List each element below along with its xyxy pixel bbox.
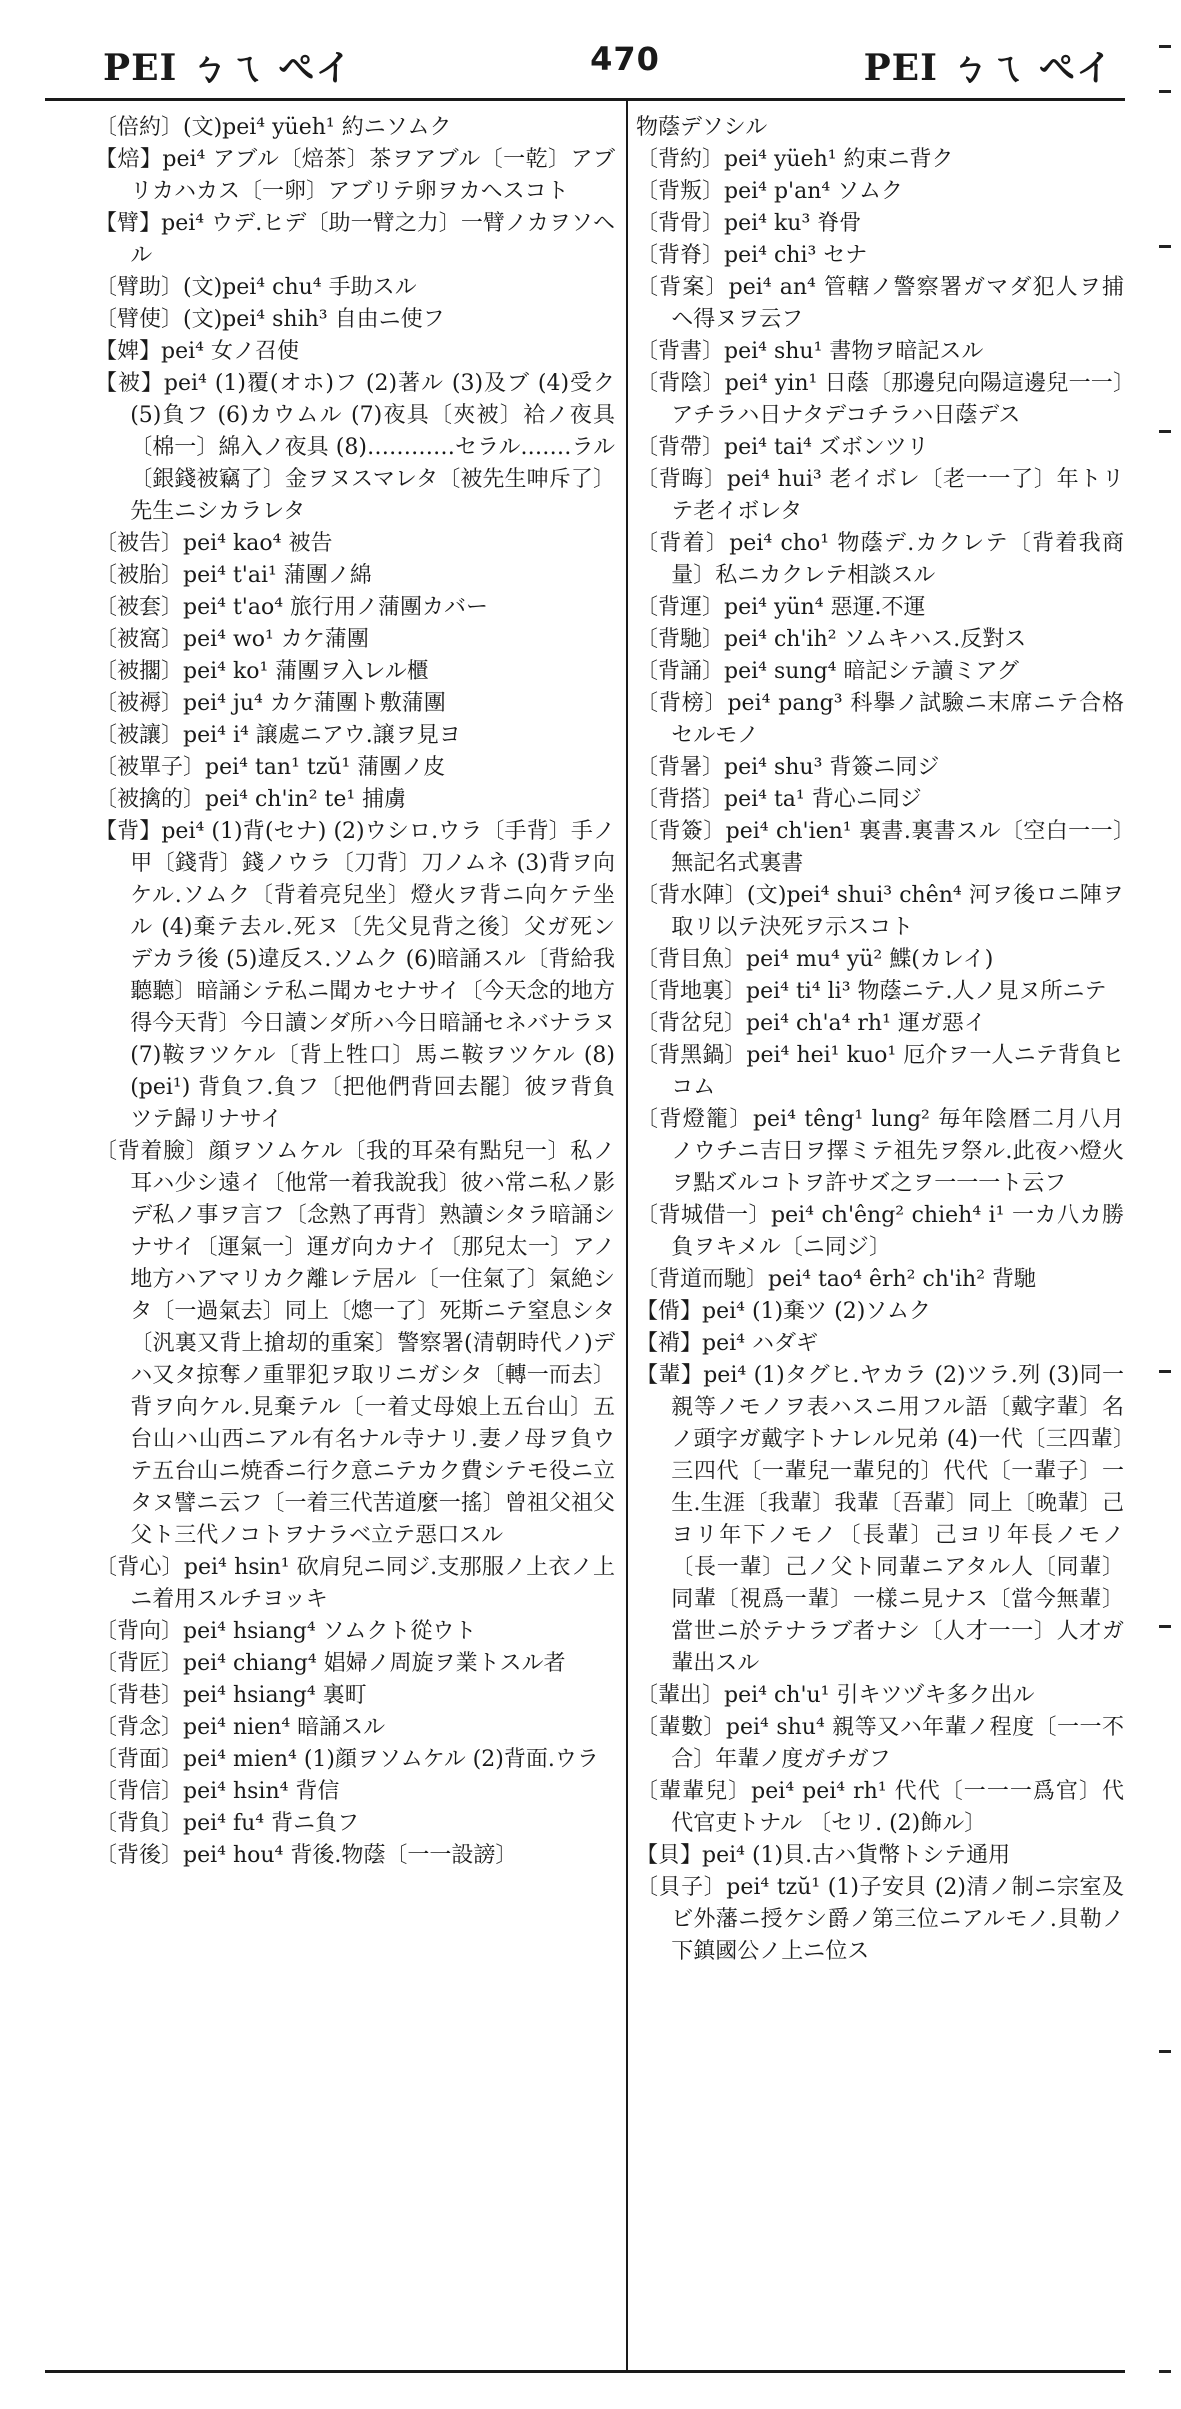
edge-dash (1159, 45, 1171, 48)
dictionary-entry: 〔背匠〕pei⁴ chiang⁴ 娼婦ノ周旋ヲ業トスル者 (95, 1651, 566, 1676)
footer-rule (45, 2370, 1125, 2373)
dictionary-entry: 【偝】pei⁴ (1)棄ツ (2)ソムク (636, 1299, 932, 1324)
dictionary-entry: 〔背信〕pei⁴ hsin⁴ 背信 (95, 1779, 340, 1804)
dictionary-entry: 〔背心〕pei⁴ hsin¹ 砍肩兒ニ同ジ.支那服ノ上衣ノ上ニ着用スルチヨッキ (95, 1555, 615, 1612)
edge-dash (1159, 90, 1171, 93)
dictionary-entry: 【褙】pei⁴ ハダギ (636, 1331, 818, 1356)
edge-dash (1159, 430, 1171, 433)
edge-dash (1159, 1370, 1171, 1373)
dictionary-entry: 〔背黑鍋〕pei⁴ hei¹ kuo¹ 厄介ヲ一人ニテ背負ヒコム (636, 1043, 1124, 1100)
dictionary-entry: 〔被擱〕pei⁴ ko¹ 蒲團ヲ入レル櫃 (95, 659, 429, 684)
left-column (95, 112, 615, 1872)
dictionary-entry: 〔背晦〕pei⁴ hui³ 老イボレ〔老一一了〕年トリテ老イボレタ (636, 467, 1124, 524)
dictionary-entry: 〔背陰〕pei⁴ yin¹ 日蔭〔那邊兒向陽這邊兒一一〕アチラハ日ナタデコチラハ日蔭デス (636, 371, 1124, 428)
dictionary-entry: 〔背帶〕pei⁴ tai⁴ ズボンツリ (636, 435, 929, 460)
dictionary-entry: 〔被窩〕pei⁴ wo¹ カケ蒲團 (95, 627, 369, 652)
dictionary-entry: 〔背暑〕pei⁴ shu³ 背簽ニ同ジ (636, 755, 940, 780)
dictionary-entry: 【婢】pei⁴ 女ノ召使 (95, 339, 299, 364)
dictionary-entry: 〔背約〕pei⁴ yüeh¹ 約束ニ背ク (636, 147, 954, 172)
dictionary-entry: 〔背案〕pei⁴ an⁴ 管轄ノ警察署ガマダ犯人ヲ捕ヘ得ヌヲ云フ (636, 275, 1124, 332)
dictionary-entry: 〔背後〕pei⁴ hou⁴ 背後.物蔭〔一一設謗〕 (95, 1843, 518, 1868)
dictionary-entry: 【被】pei⁴ (1)覆(オホ)フ (2)著ル (3)及ブ (4)受ク (5)負フ (6)カウムル (7)夜具〔夾被〕袷ノ夜具〔棉一〕綿入ノ夜具 (8)…………セラル.……ラル〔銀錢被竊了〕金ヲヌスマレタ〔被先生呻斥了〕先生ニシカラレタ (95, 371, 616, 524)
dictionary-entry: 〔背骨〕pei⁴ ku³ 脊骨 (636, 211, 862, 236)
dictionary-entry: 〔背簽〕pei⁴ ch'ien¹ 裏書.裏書スル〔空白一一〕無記名式裏書 (636, 819, 1124, 876)
dictionary-entry: 〔背巷〕pei⁴ hsiang⁴ 裏町 (95, 1683, 367, 1708)
dictionary-entry: 〔輩輩兒〕pei⁴ pei⁴ rh¹ 代代〔一一一爲官〕代代官吏トナル 〔セリ. (2)飾ル〕 (636, 1779, 1124, 1836)
dictionary-entry: 〔背地裏〕pei⁴ ti⁴ li³ 物蔭ニテ.人ノ見ヌ所ニテ (636, 979, 1107, 1004)
edge-dash (1159, 2050, 1171, 2053)
dictionary-entry: 【背】pei⁴ (1)背(セナ) (2)ウシロ.ウラ〔手背〕手ノ甲〔錢背〕錢ノウラ〔刀背〕刀ノムネ (3)背ヲ向ケル.ソムク〔背着亮兒坐〕燈火ヲ背ニ向ケテ坐ル (4)棄テ去ル.死ヌ〔先父見背之後〕父ガ死ンデカラ後 (5)違反ス.ソムク (6)暗誦スル〔背給我聽聽〕暗誦シテ私ニ聞カセナサイ〔今天念的地方得今天背〕今日讀ンダ所ハ今日暗誦セネバナラヌ (7)鞍ヲツケル〔背上牲口〕馬ニ鞍ヲツケル (8)(pei¹) 背負フ.負フ〔把他們背回去罷〕彼ヲ背負ツテ歸リナサイ (95, 819, 615, 1132)
dictionary-entry: 〔背榜〕pei⁴ pang³ 科擧ノ試驗ニ末席ニテ合格セルモノ (636, 691, 1124, 748)
dictionary-entry: 【焙】pei⁴ アブル〔焙茶〕茶ヲアブル〔一乾〕アブリカハカス〔一卵〕アブリテ卵ヲカヘスコト (95, 147, 615, 204)
dictionary-entry: 〔背岔兒〕pei⁴ ch'a⁴ rh¹ 運ガ惡イ (636, 1011, 986, 1036)
dictionary-entry: 〔背搭〕pei⁴ ta¹ 背心ニ同ジ (636, 787, 922, 812)
dictionary-entry: 〔背誦〕pei⁴ sung⁴ 暗記シテ讀ミアグ (636, 659, 1019, 684)
dictionary-entry: 〔背負〕pei⁴ fu⁴ 背ニ負フ (95, 1811, 360, 1836)
dictionary-entry: 〔臂使〕(文)pei⁴ shih³ 自由ニ使フ (95, 307, 445, 332)
dictionary-entry: 〔被單子〕pei⁴ tan¹ tzŭ¹ 蒲團ノ皮 (95, 755, 446, 780)
dictionary-entry: 〔背着〕pei⁴ cho¹ 物蔭デ.カクレテ〔背着我商量〕私ニカクレテ相談スル (636, 531, 1124, 588)
dictionary-entry: 〔背運〕pei⁴ yün⁴ 惡運.不運 (636, 595, 926, 620)
dictionary-entry: 物蔭デソシル (636, 115, 768, 140)
dictionary-entry: 〔背城借一〕pei⁴ ch'êng² chieh⁴ i¹ 一カ八カ勝負ヲキメル〔ニ同ジ〕 (636, 1203, 1124, 1260)
dictionary-entry: 〔背書〕pei⁴ shu¹ 書物ヲ暗記スル (636, 339, 984, 364)
dictionary-entry: 【貝】pei⁴ (1)貝.古ハ貨幣トシテ通用 (636, 1843, 1011, 1868)
dictionary-entry: 〔背馳〕pei⁴ ch'ih² ソムキハス.反對ス (636, 627, 1027, 652)
dictionary-entry: 〔背向〕pei⁴ hsiang⁴ ソムクト從ウト (95, 1619, 477, 1644)
right-column (636, 112, 1124, 1968)
dictionary-entry: 〔被告〕pei⁴ kao⁴ 被告 (95, 531, 333, 556)
page-number: 470 (590, 40, 660, 78)
dictionary-entry: 〔背目魚〕pei⁴ mu⁴ yü² 鰈(カレイ) (636, 947, 994, 972)
dictionary-entry: 〔倍約〕(文)pei⁴ yüeh¹ 約ニソムク (95, 115, 452, 140)
dictionary-entry: 〔被胎〕pei⁴ t'ai¹ 蒲團ノ綿 (95, 563, 372, 588)
header-rule (45, 98, 1125, 101)
dictionary-entry: 〔背念〕pei⁴ nien⁴ 暗誦スル (95, 1715, 386, 1740)
edge-dash (1159, 2370, 1171, 2373)
dictionary-entry: 〔被擒的〕pei⁴ ch'in² te¹ 捕虜 (95, 787, 407, 812)
dictionary-entry: 〔背道而馳〕pei⁴ tao⁴ êrh² ch'ih² 背馳 (636, 1267, 1037, 1292)
running-head-left: PEI ㄅㄟ ぺイ (103, 47, 353, 89)
dictionary-entry: 〔背叛〕pei⁴ p'an⁴ ソムク (636, 179, 903, 204)
dictionary-entry: 〔輩數〕pei⁴ shu⁴ 親等又ハ年輩ノ程度〔一一不合〕年輩ノ度ガチガフ (636, 1715, 1124, 1772)
dictionary-entry: 〔貝子〕pei⁴ tzŭ¹ (1)子安貝 (2)清ノ制ニ宗室及ビ外藩ニ授ケシ爵ノ第三位ニアルモノ.貝勒ノ下鎮國公ノ上ニ位ス (636, 1875, 1124, 1964)
dictionary-entry: 〔背着臉〕顔ヲソムケル〔我的耳朶有點兒一〕私ノ耳ハ少シ遠イ〔他常一着我說我〕彼ハ常ニ私ノ影デ私ノ事ヲ言フ〔念熟了再背〕熟讀シタラ暗誦シナサイ〔運氣一〕運ガ向カナイ〔那兒太一〕アノ地方ハアマリカク離レテ居ル〔一住氣了〕氣絶シタ〔一過氣去〕同上〔熜一了〕死斯ニテ窒息シタ〔汎裏又背上搶刧的重案〕警察署(清朝時代ノ)デハ又タ掠奪ノ重罪犯ヲ取リニガシタ〔轉一而去〕背ヲ向ケル.見棄テル〔一着丈母娘上五台山〕五台山ハ山西ニアル有名ナル寺ナリ.妻ノ母ヲ負ウテ五台山ニ焼香ニ行ク意ニテカク費シテモ役ニ立タヌ譬ニ云フ〔一着三代苦道麼一搖〕曾祖父祖父父ト三代ノコトヲナラベ立テ惡口スル (95, 1139, 615, 1548)
dictionary-entry: 〔被褥〕pei⁴ ju⁴ カケ蒲團ト敷蒲團 (95, 691, 446, 716)
dictionary-entry: 〔背脊〕pei⁴ chi³ セナ (636, 243, 868, 268)
dictionary-entry: 〔臂助〕(文)pei⁴ chu⁴ 手助スル (95, 275, 417, 300)
running-head-right: PEI ㄅㄟ ぺイ (863, 47, 1113, 89)
dictionary-entry: 〔背燈籠〕pei⁴ têng¹ lung² 毎年陰暦二月八月ノウチニ吉日ヲ擇ミテ祖先ヲ祭ル.此夜ハ燈火ヲ點ズルコトヲ許サズ之ヲ一一一ト云フ (636, 1107, 1124, 1196)
dictionary-entry: 〔背水陣〕(文)pei⁴ shui³ chên⁴ 河ヲ後ロニ陣ヲ取リ以テ決死ヲ示スコト (636, 883, 1124, 940)
dictionary-entry: 〔背面〕pei⁴ mien⁴ (1)顔ヲソムケル (2)背面.ウラ (95, 1747, 599, 1772)
page-header (45, 30, 1125, 100)
dictionary-entry: 【輩】pei⁴ (1)タグヒ.ヤカラ (2)ツラ.列 (3)同一親等ノモノヲ表ハスニ用フル語〔戴字輩〕名ノ頭字ガ戴字トナレル兄弟 (4)一代〔三四輩〕三四代〔一輩兒一輩兒的〕代代〔一輩子〕一生.生涯〔我輩〕我輩〔吾輩〕同上〔晩輩〕己ヨリ年下ノモノ〔長輩〕己ヨリ年長ノモノ〔長一輩〕己ノ父ト同輩ニアタル人〔同輩〕同輩〔視爲一輩〕一樣ニ見ナス〔當今無輩〕當世ニ於テナラブ者ナシ〔人才一一〕人才ガ輩出スル (636, 1363, 1124, 1676)
column-divider (626, 100, 628, 2370)
dictionary-entry: 〔被套〕pei⁴ t'ao⁴ 旅行用ノ蒲團カバー (95, 595, 489, 620)
edge-dash (1159, 1625, 1171, 1628)
edge-marks (1141, 0, 1181, 2409)
dictionary-entry: 【臂】pei⁴ ウデ.ヒデ〔助一臂之力〕一臂ノカヲソヘル (95, 211, 615, 268)
edge-dash (1159, 245, 1171, 248)
dictionary-entry: 〔輩出〕pei⁴ ch'u¹ 引キツヅキ多ク出ル (636, 1683, 1035, 1708)
dictionary-entry: 〔被讓〕pei⁴ i⁴ 譲處ニアウ.譲ヲ見ヨ (95, 723, 461, 748)
